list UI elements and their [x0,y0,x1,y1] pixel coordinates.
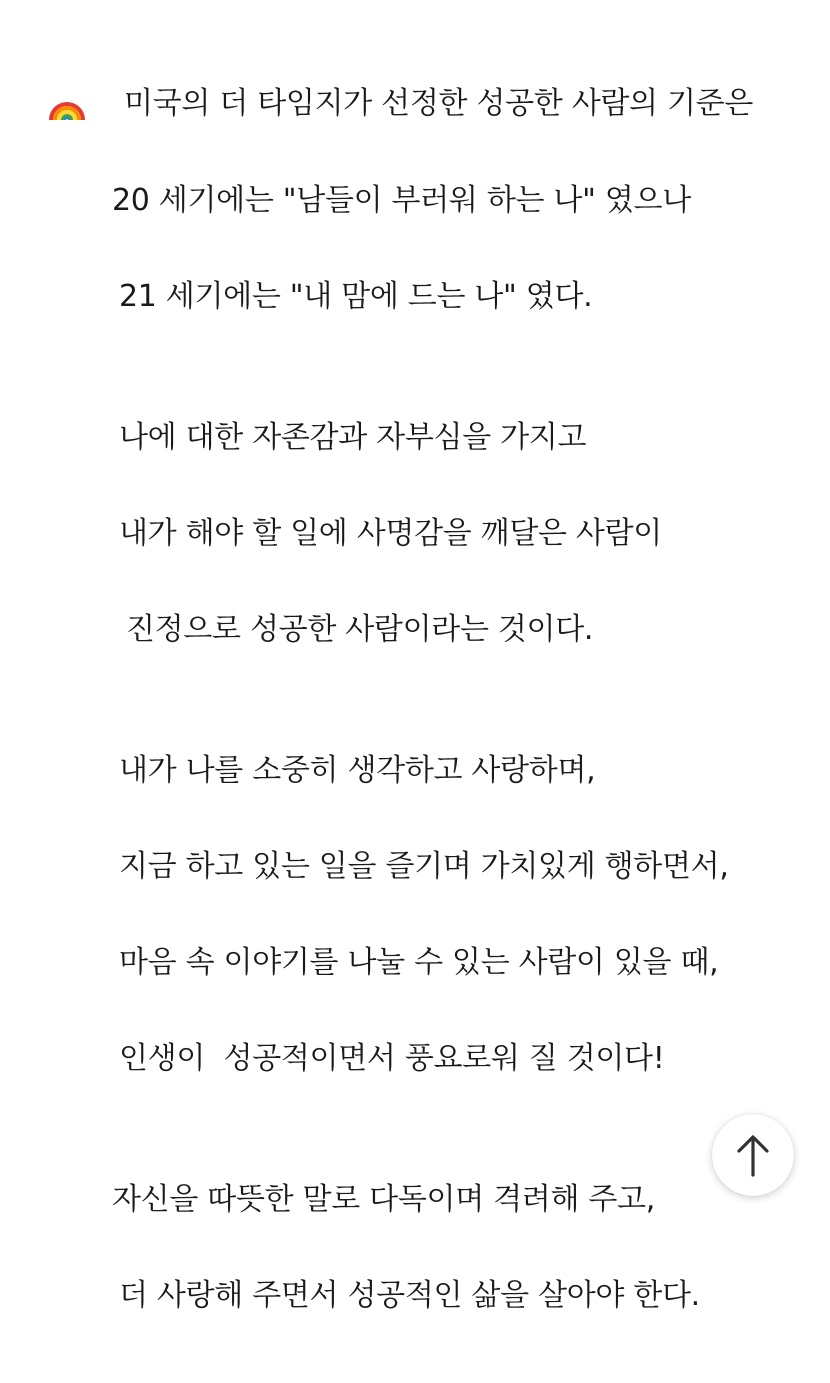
text-line-8: 지금 하고 있는 일을 즐기며 가치있게 행하면서, [119,849,729,884]
text-line-2: 20 세기에는 "남들이 부러워 하는 나" 였으나 [112,183,691,218]
text-line-10: 인생이 성공적이면서 풍요로워 질 것이다! [119,1041,665,1076]
text-line-6: 진정으로 성공한 사람이라는 것이다. [126,612,594,647]
text-line-3: 21 세기에는 "내 맘에 드는 나" 였다. [119,279,593,314]
arrow-up-icon [733,1131,773,1179]
rainbow-icon [48,86,86,126]
text-line-12: 더 사랑해 주면서 성공적인 삶을 살아야 한다. [119,1278,700,1313]
text-line-4: 나에 대한 자존감과 자부심을 가지고 [119,420,587,455]
text-line-1: 미국의 더 타임지가 선정한 성공한 사람의 기준은 [124,86,754,121]
scroll-to-top-button[interactable] [712,1114,794,1196]
text-line-5: 내가 해야 할 일에 사명감을 깨달은 사람이 [119,516,662,551]
text-line-9: 마음 속 이야기를 나눌 수 있는 사람이 있을 때, [119,945,719,980]
text-line-11: 자신을 따뜻한 말로 다독이며 격려해 주고, [112,1182,655,1217]
text-line-7: 내가 나를 소중히 생각하고 사랑하며, [119,753,596,788]
